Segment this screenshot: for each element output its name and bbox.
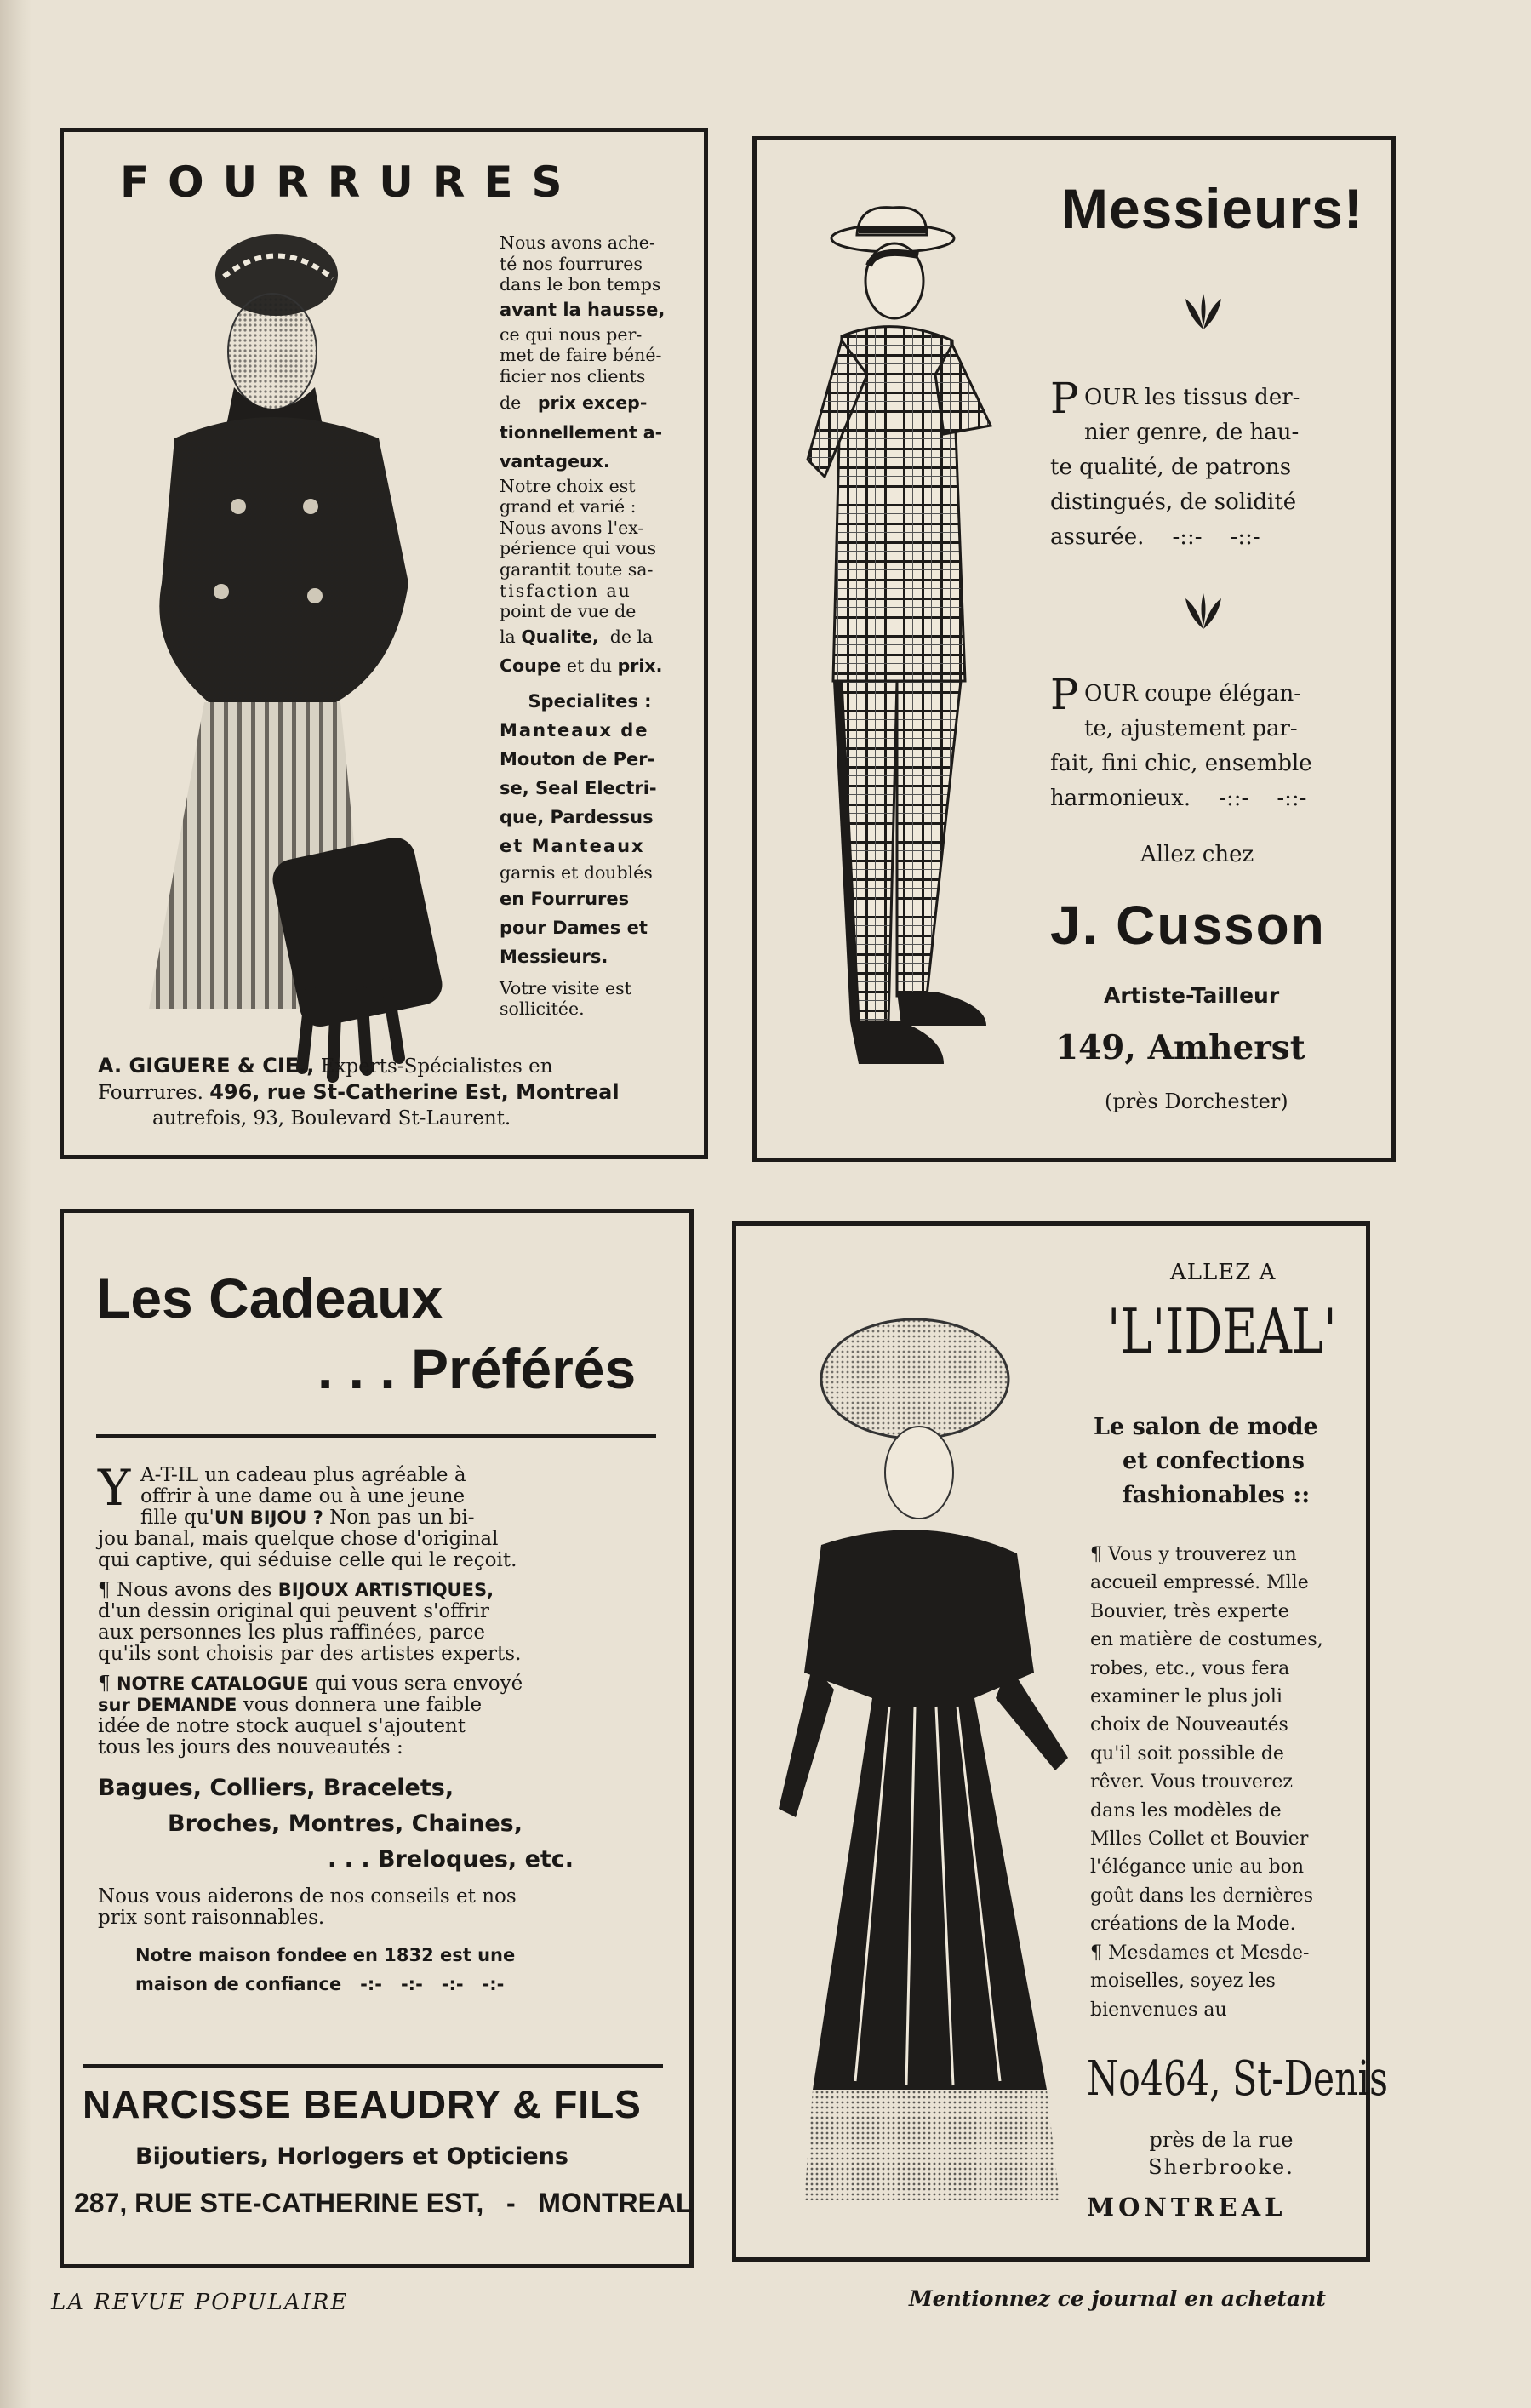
text-line: pour Dames et	[500, 917, 648, 938]
text-line: Nous avons l'ex-	[500, 517, 644, 538]
text-word: ¶ Nous avons des	[98, 1579, 278, 1601]
text-line: Bouvier, très experte	[1090, 1600, 1289, 1622]
text-line: tous les jours des nouveautés :	[98, 1736, 403, 1759]
text-line: se, Seal Electri-	[500, 777, 657, 798]
tailor-role: Artiste-Tailleur	[1104, 983, 1280, 1008]
text-line: ¶ Mesdames et Mesde-	[1090, 1942, 1310, 1964]
text-line: examiner le plus joli	[1090, 1686, 1282, 1708]
text-line: idée de notre stock auquel s'ajoutent	[98, 1715, 466, 1737]
text-line: en matière de costumes,	[1090, 1629, 1323, 1651]
tailor-name: J. Cusson	[1050, 895, 1326, 956]
ornament: -::-	[1172, 524, 1203, 550]
ornament: -::-	[1230, 524, 1260, 550]
text-line: A-T-IL un cadeau plus agréable à	[140, 1464, 466, 1486]
text-word: prix excep-	[537, 392, 648, 413]
text-line: Manteaux de	[500, 719, 649, 741]
text-word: fille qu'	[140, 1507, 214, 1529]
text-line: en Fourrures	[500, 888, 630, 909]
page-spine-shadow	[0, 0, 32, 2408]
drop-cap: P	[1050, 374, 1079, 423]
text-line: dans les modèles de	[1090, 1799, 1282, 1822]
text-line: rêver. Vous trouverez	[1090, 1771, 1293, 1793]
text-line: te, ajustement par-	[1084, 716, 1298, 741]
text-line: Le salon de mode	[1094, 1414, 1318, 1440]
text-line: Messieurs.	[500, 946, 608, 967]
text-line: l'élégance unie au bon	[1090, 1856, 1305, 1879]
text-line: qu'ils sont choisis par des artistes experts.	[98, 1643, 522, 1665]
ad-title-line-1: Les Cadeaux	[96, 1267, 443, 1330]
text-line: ¶ Vous y trouverez un	[1090, 1544, 1297, 1565]
text-word: Experts-Spécialistes en	[320, 1055, 553, 1078]
divider-rule	[83, 2064, 663, 2068]
product-list-line: Bagues, Colliers, Bracelets,	[98, 1775, 454, 1801]
text-line: fashionables ::	[1123, 1482, 1311, 1508]
salon-subtitle	[1094, 1410, 1349, 1513]
text-line: accueil empressé. Mlle	[1090, 1572, 1309, 1594]
text-line: garantit toute sa-	[500, 558, 654, 580]
ad-fourrures	[60, 128, 708, 1159]
allez-a: ALLEZ A	[1170, 1260, 1277, 1285]
text-line: Mlles Collet et Bouvier	[1090, 1828, 1309, 1850]
text-line: grand et varié :	[500, 496, 637, 518]
ad-title: Messieurs!	[1061, 177, 1363, 240]
text-line: ficier nos clients	[500, 365, 646, 386]
shop-name: A. GIGUERE & CIE.,	[98, 1054, 315, 1078]
tailor-near: (près Dorchester)	[1105, 1090, 1288, 1113]
text-line: Mouton de Per-	[500, 748, 655, 769]
text-line: fait, fini chic, ensemble	[1050, 751, 1312, 776]
ad-ideal	[732, 1221, 1388, 2262]
text-line: avant la hausse,	[500, 299, 666, 320]
man-plaid-suit-illustration	[791, 204, 1037, 1107]
ornament: -:-	[441, 1974, 464, 1994]
text-line: bienvenues au	[1090, 1999, 1227, 2021]
text-line: qu'il soit possible de	[1090, 1742, 1284, 1765]
jeweler-trades: Bijoutiers, Horlogers et Opticiens	[135, 2143, 568, 2170]
ad-body-text	[500, 232, 680, 1020]
text-word: -	[506, 2188, 516, 2218]
ad-body	[98, 1459, 664, 1999]
text-word: 287, RUE STE-CATHERINE EST,	[74, 2188, 484, 2218]
text-line: ce qui nous per-	[500, 323, 643, 345]
product-list-line: . . . Breloques, etc.	[328, 1846, 574, 1873]
text-word: NOTRE CATALOGUE	[116, 1673, 309, 1694]
text-line: autrefois, 93, Boulevard St-Laurent.	[152, 1107, 511, 1130]
ad-cadeaux	[60, 1209, 694, 2268]
text-line: Specialites :	[528, 690, 652, 712]
text-line: sollicitée.	[500, 998, 585, 1020]
shop-address: 496, rue St-Catherine Est, Montreal	[209, 1080, 620, 1104]
text-line: te qualité, de patrons	[1050, 455, 1292, 480]
text-line: robes, etc., vous fera	[1090, 1657, 1290, 1679]
text-word: maison de confiance	[135, 1974, 342, 1994]
text-word: de la	[609, 626, 654, 647]
text-word: harmonieux.	[1050, 786, 1191, 811]
salon-near	[1136, 2126, 1306, 2181]
text-line: OUR coupe élégan-	[1084, 681, 1302, 706]
divider-rule	[96, 1434, 656, 1438]
text-word: ¶	[98, 1673, 117, 1695]
magazine-name: LA REVUE POPULAIRE	[51, 2290, 349, 2315]
text-word: BIJOUX ARTISTIQUES,	[277, 1580, 494, 1600]
jeweler-address	[74, 2188, 693, 2219]
text-line: offrir à une dame ou à une jeune	[140, 1485, 466, 1507]
text-line: met de faire béné-	[500, 345, 662, 366]
ornament: -:-	[360, 1974, 383, 1994]
text-word: qui vous sera envoyé	[308, 1673, 523, 1695]
ad-paragraph-1	[1050, 374, 1382, 555]
text-line: d'un dessin original qui peuvent s'offrir	[98, 1600, 489, 1622]
text-line: périence qui vous	[500, 538, 657, 559]
text-word: UN BIJOU ?	[214, 1507, 323, 1528]
text-line: té nos fourrures	[500, 253, 643, 274]
ornament: -::-	[1219, 786, 1249, 811]
drop-cap: Y	[98, 1459, 131, 1517]
text-line: Notre maison fondee en 1832 est une	[135, 1945, 516, 1965]
text-word: MONTREAL	[538, 2188, 693, 2218]
text-line: distingués, de solidité	[1050, 489, 1297, 515]
text-line: nier genre, de hau-	[1084, 420, 1300, 445]
text-word: Coupe	[500, 655, 562, 676]
salon-address: No464, St-Denis	[1087, 2051, 1388, 2107]
text-word: Fourrures.	[98, 1082, 203, 1104]
text-line: goût dans les dernières	[1090, 1885, 1313, 1907]
text-line: près de la rue	[1149, 2128, 1294, 2152]
text-line: Nous vous aiderons de nos conseils et nos	[98, 1885, 517, 1908]
text-line: OUR les tissus der-	[1084, 385, 1300, 410]
text-line: et confections	[1123, 1448, 1305, 1474]
text-word: de	[500, 392, 522, 413]
text-line: que, Pardessus	[500, 806, 654, 827]
text-line: tisfaction au	[500, 580, 631, 601]
footer-note: Mentionnez ce journal en achetant	[909, 2286, 1326, 2311]
ad-paragraph-2	[1050, 670, 1382, 816]
drop-cap: P	[1050, 670, 1079, 719]
text-word: Non pas un bi-	[323, 1507, 475, 1529]
text-word: sur DEMANDE	[98, 1695, 237, 1715]
ad-title-line-2: . . . Préférés	[317, 1337, 637, 1400]
text-line: garnis et doublés	[500, 861, 653, 883]
text-line: créations de la Mode.	[1090, 1913, 1296, 1936]
ad-body-text	[1090, 1541, 1354, 2024]
text-word: vous donnera une faible	[237, 1694, 483, 1716]
text-line: Notre choix est	[500, 475, 636, 496]
text-line: Sherbrooke.	[1148, 2155, 1294, 2179]
text-line: qui captive, qui séduise celle qui le reçoit.	[98, 1549, 517, 1571]
text-line: dans le bon temps	[500, 274, 661, 295]
text-line: moiselles, soyez les	[1090, 1970, 1276, 1993]
text-line: tionnellement a-	[500, 421, 663, 443]
ad-footer	[98, 1053, 685, 1131]
woman-dress-illustration	[753, 1298, 1094, 2234]
allez-chez: Allez chez	[1140, 842, 1254, 867]
ornament: -::-	[1277, 786, 1307, 811]
ornament: -:-	[482, 1974, 505, 1994]
text-line: prix sont raisonnables.	[98, 1907, 325, 1929]
jeweler-name: NARCISSE BEAUDRY & FILS	[83, 2082, 642, 2126]
ornament: -:-	[400, 1974, 423, 1994]
text-line: jou banal, mais quelque chose d'original	[98, 1528, 499, 1550]
text-word: et du	[566, 655, 613, 676]
text-line: et Manteaux	[500, 835, 645, 856]
text-word: prix.	[617, 655, 663, 676]
ad-messieurs	[752, 136, 1396, 1162]
text-word: Qualite,	[521, 626, 599, 647]
lotus-ornament-icon	[1182, 592, 1225, 631]
text-line: Nous avons ache-	[500, 232, 655, 253]
text-line: point de vue de	[500, 601, 637, 622]
text-word: assurée.	[1050, 524, 1145, 550]
tailor-address: 149, Amherst	[1055, 1028, 1305, 1067]
woman-fur-coat-illustration	[115, 226, 489, 1085]
text-line: choix de Nouveautés	[1090, 1714, 1288, 1736]
text-line: vantageux.	[500, 450, 610, 472]
lotus-ornament-icon	[1182, 292, 1225, 331]
text-line: aux personnes les plus raffinées, parce	[98, 1622, 486, 1644]
salon-name: 'L'IDEAL'	[1107, 1296, 1337, 1367]
product-list-line: Broches, Montres, Chaines,	[168, 1810, 523, 1837]
ad-title: FOURRURES	[120, 157, 581, 207]
salon-city: MONTREAL	[1087, 2193, 1287, 2222]
text-line: Votre visite est	[500, 977, 631, 998]
text-word: la	[500, 626, 516, 647]
